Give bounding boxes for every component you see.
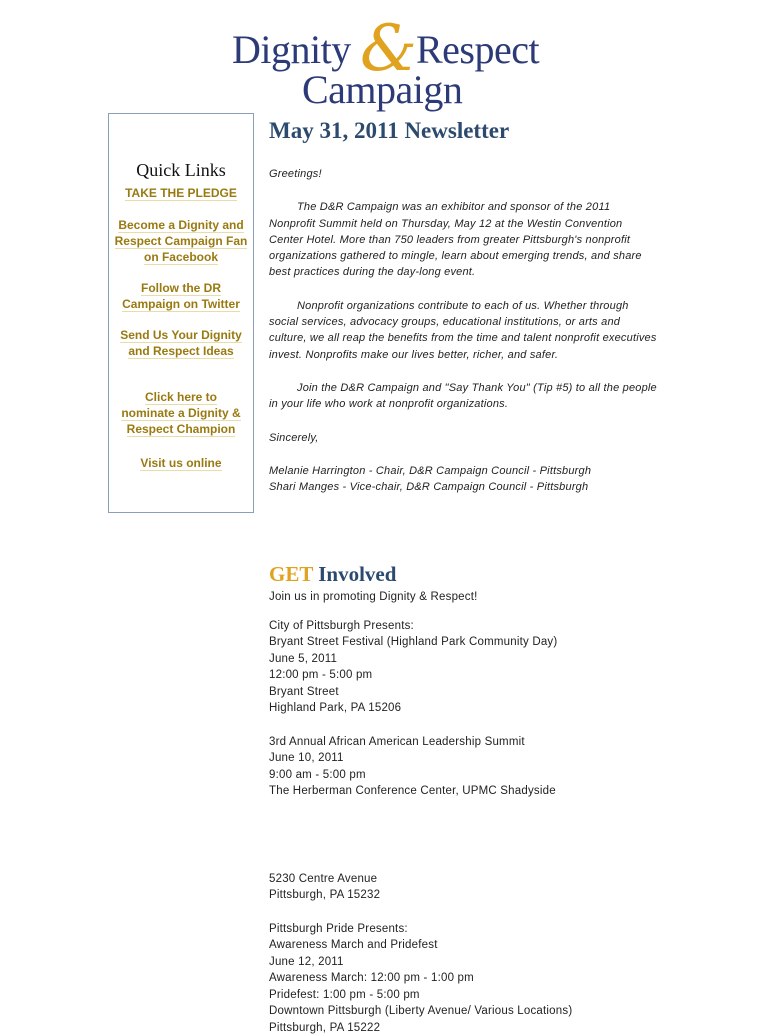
get-involved-section: [269, 562, 729, 1036]
event-leadership-address: 5230 Centre Avenue Pittsburgh, PA 15232: [269, 871, 729, 904]
facebook-link[interactable]: Become a Dignity and Respect Campaign Fan on Facebook: [113, 217, 249, 265]
event-leadership-summit: 3rd Annual African American Leadership Summit June 10, 2011 9:00 am - 5:00 pm The Herberman Conference Center, UPMC Shadyside: [269, 734, 729, 800]
send-ideas-link[interactable]: Send Us Your Dignity and Respect Ideas: [113, 327, 249, 359]
get-involved-title: GET Involved: [269, 562, 729, 587]
paragraph-2: Nonprofit organizations contribute to each of us. Whether through social services, advocacy groups, educational institutions, or arts and culture, we all reap the benefits from the time and talent nonprofit executives invest. Nonprofits make our lives better, richer, and safer.: [269, 298, 659, 363]
paragraph-3: Join the D&R Campaign and "Say Thank You" (Tip #5) to all the people in your life who work at nonprofit organizations.: [269, 380, 659, 413]
nominate-champion-link[interactable]: Click here to nominate a Dignity & Respect Champion: [117, 389, 245, 437]
quick-links-box: [108, 113, 254, 513]
signature-1: Melanie Harrington - Chair, D&R Campaign Council - Pittsburgh: [269, 463, 659, 479]
event-pridefest: Pittsburgh Pride Presents: Awareness March and Pridefest June 12, 2011 Awareness March: 12:00 pm - 1:00 pm Pridefest: 1:00 pm - 5:00 pm Downtown Pittsburgh (Liberty Avenue/ Various Locations) Pittsburgh, PA 15222: [269, 921, 729, 1036]
quick-links-title: Quick Links: [109, 160, 253, 181]
logo-ampersand: &: [360, 12, 417, 86]
newsletter-title: May 31, 2011 Newsletter: [269, 118, 659, 144]
greeting: Greetings!: [269, 166, 659, 182]
event-bryant-street: City of Pittsburgh Presents: Bryant Street Festival (Highland Park Community Day) June 5, 2011 12:00 pm - 5:00 pm Bryant Street Highland Park, PA 15206: [269, 618, 729, 717]
newsletter-body: [269, 114, 659, 495]
logo-word-respect: Respect: [416, 26, 539, 73]
get-involved-intro: Join us in promoting Dignity & Respect!: [269, 589, 729, 606]
take-pledge-link[interactable]: TAKE THE PLEDGE: [113, 185, 249, 201]
logo-word-dignity: Dignity: [232, 26, 351, 73]
twitter-link[interactable]: Follow the DR Campaign on Twitter: [119, 280, 243, 312]
logo-word-campaign: Campaign: [302, 66, 462, 113]
visit-online-link[interactable]: Visit us online: [113, 455, 249, 471]
campaign-logo: [230, 22, 550, 112]
signature-2: Shari Manges - Vice-chair, D&R Campaign Council - Pittsburgh: [269, 479, 659, 495]
closing: Sincerely,: [269, 430, 659, 446]
paragraph-1: The D&R Campaign was an exhibitor and sponsor of the 2011 Nonprofit Summit held on Thursday, May 12 at the Westin Convention Center Hotel. More than 750 leaders from greater Pittsburgh's nonprofit organizations gathered to mingle, learn about emerging trends, and share best practices during the day-long event.: [269, 199, 659, 280]
